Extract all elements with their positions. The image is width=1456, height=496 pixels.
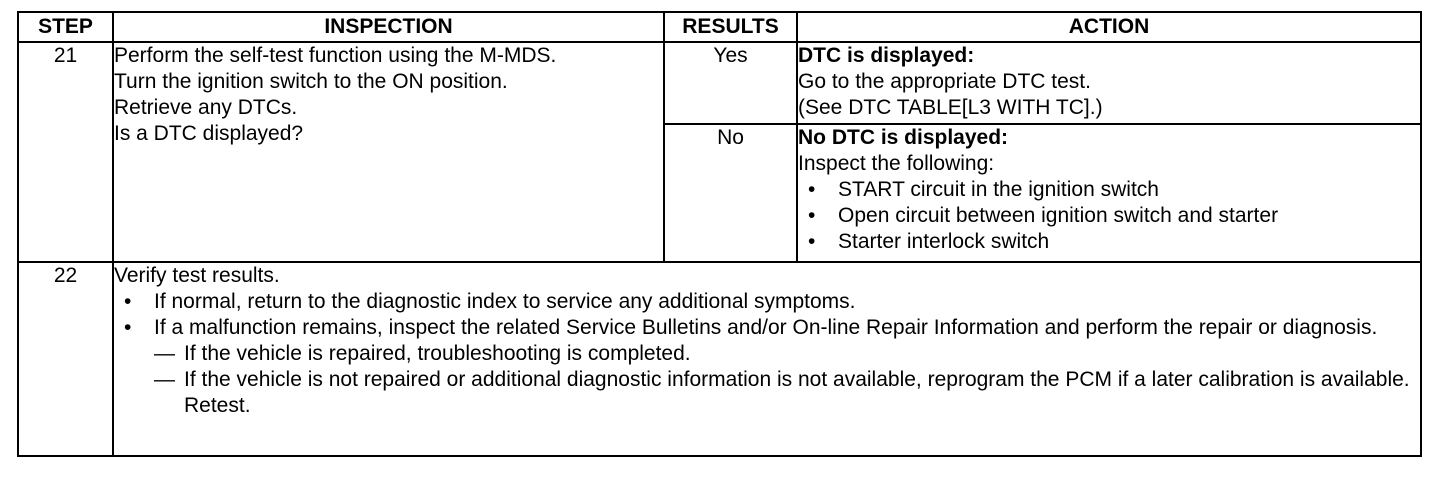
inspect-list	[798, 177, 1420, 255]
sub-list-item-text: If the vehicle is not repaired or additional diagnostic information is not available, reprogram the PCM if a later calibration is available. Retest.	[184, 368, 1410, 417]
result-yes: Yes	[664, 42, 797, 124]
list-item	[114, 289, 1420, 315]
table-row-step-22	[18, 262, 1421, 456]
list-item-text: If a malfunction remains, inspect the related Service Bulletins and/or On-line Repair Information and perform the repair or diagnosis.	[154, 316, 1378, 339]
inspection-line: Retrieve any DTCs.	[114, 96, 298, 119]
verify-list	[114, 289, 1420, 341]
bullet-icon: •	[124, 290, 132, 313]
step-number-21: 21	[18, 42, 113, 262]
action-intro: Inspect the following:	[798, 152, 995, 175]
inspection-line: Turn the ignition switch to the ON position.	[114, 70, 508, 93]
action-title: No DTC is displayed:	[798, 126, 1009, 149]
header-row	[18, 12, 1421, 42]
list-item	[798, 177, 1420, 203]
header-step: STEP	[18, 12, 113, 42]
list-item-text: Starter interlock switch	[838, 230, 1050, 253]
list-item-text: START circuit in the ignition switch	[838, 178, 1159, 201]
diagnostic-table	[17, 11, 1422, 457]
list-item	[798, 203, 1420, 229]
action-no	[797, 124, 1421, 262]
sub-list	[114, 341, 1420, 419]
dash-icon: —	[154, 368, 175, 391]
list-item-text: If normal, return to the diagnostic index to service any additional symptoms.	[154, 290, 856, 313]
sub-list-item	[114, 367, 1420, 419]
header-action: ACTION	[797, 12, 1421, 42]
action-yes	[797, 42, 1421, 124]
dash-icon: —	[154, 342, 175, 365]
action-title: DTC is displayed:	[798, 44, 975, 67]
action-line: (See DTC TABLE[L3 WITH TC].)	[798, 96, 1103, 119]
header-inspection: INSPECTION	[113, 12, 664, 42]
inspection-intro: Verify test results.	[114, 264, 280, 287]
inspection-step-21	[113, 42, 664, 262]
table-row-step-21-yes	[18, 42, 1421, 124]
list-item	[114, 315, 1420, 341]
action-line: Go to the appropriate DTC test.	[798, 70, 1091, 93]
header-results: RESULTS	[664, 12, 797, 42]
bullet-icon: •	[808, 204, 816, 227]
inspection-step-22	[113, 262, 1421, 456]
result-no: No	[664, 124, 797, 262]
bullet-icon: •	[124, 316, 132, 339]
bullet-icon: •	[808, 230, 816, 253]
inspection-line: Perform the self-test function using the M-MDS.	[114, 44, 557, 67]
sub-list-item	[114, 341, 1420, 367]
step-number-22: 22	[18, 262, 113, 456]
bullet-icon: •	[808, 178, 816, 201]
list-item	[798, 229, 1420, 255]
sub-list-item-text: If the vehicle is repaired, troubleshooting is completed.	[184, 342, 691, 365]
inspection-line: Is a DTC displayed?	[114, 122, 304, 145]
list-item-text: Open circuit between ignition switch and starter	[838, 204, 1279, 227]
